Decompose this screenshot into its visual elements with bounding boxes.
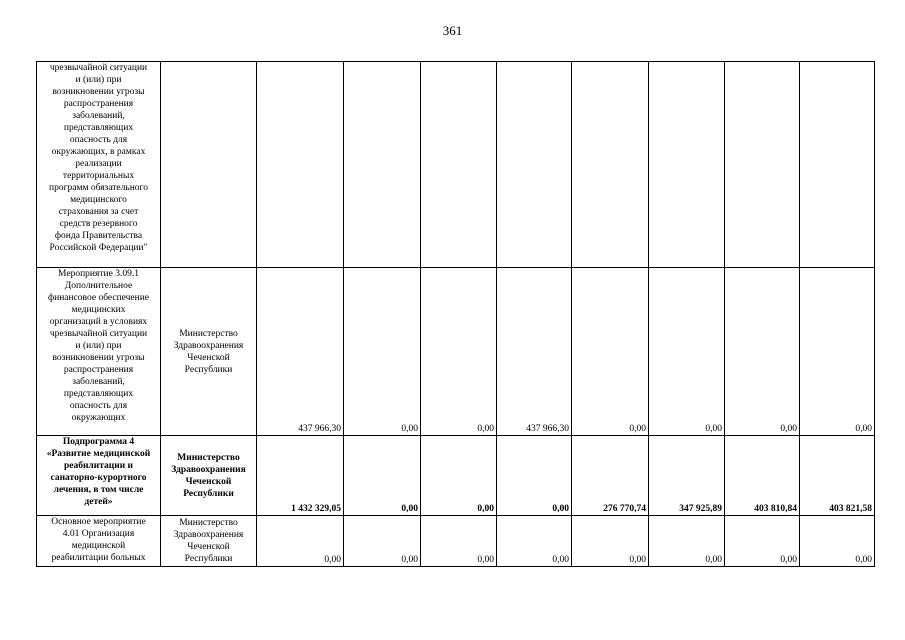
program-name-line: Мероприятие 3.09.1 xyxy=(58,269,139,279)
amount-cell: 403 810,84 xyxy=(725,436,800,516)
program-name-line: медицинских xyxy=(71,305,126,315)
executor-line: Чеченской xyxy=(187,542,230,552)
amount-cell: 0,00 xyxy=(649,268,725,436)
amount-cell: 0,00 xyxy=(572,268,649,436)
program-name-line: представляющих xyxy=(63,123,134,133)
amount-cell: 0,00 xyxy=(572,516,649,567)
amount-cell: 0,00 xyxy=(344,436,421,516)
amount-cell xyxy=(497,62,572,268)
executor-line: Министерство xyxy=(179,518,238,528)
amount-cell: 0,00 xyxy=(257,516,344,567)
program-name-line: распространения xyxy=(63,99,134,109)
amount-cell: 0,00 xyxy=(800,268,875,436)
executor-line: Министерство xyxy=(179,328,238,339)
executor-line: Здравоохранения xyxy=(173,340,244,351)
page-number: 361 xyxy=(442,23,463,38)
program-name-line: реабилитации больных xyxy=(51,553,146,563)
executor-line: Чеченской xyxy=(187,352,230,363)
executor-cell xyxy=(161,516,257,567)
amount-cell: 0,00 xyxy=(421,436,497,516)
program-name-line: представляющих xyxy=(63,389,134,399)
program-name-line: распространения xyxy=(63,365,134,375)
program-name-line: лечения, в том числе xyxy=(53,485,144,495)
executor-line: Республики xyxy=(183,488,234,499)
program-name-line: фонда Правительства xyxy=(54,231,143,241)
program-name-line: финансовое обеспечение xyxy=(47,293,150,303)
program-name-line: окружающих, в рамках xyxy=(51,147,146,157)
amount-cell: 276 770,74 xyxy=(572,436,649,516)
program-name-line: 4.01 Организация xyxy=(62,529,135,539)
program-name-line: медицинской xyxy=(71,541,126,551)
program-name-line: территориальных xyxy=(62,171,135,181)
amount-cell xyxy=(649,62,725,268)
table-row xyxy=(37,516,875,567)
program-name-line: Российской Федерации" xyxy=(49,243,148,253)
program-name-line: заболеваний, xyxy=(72,377,125,387)
amount-cell: 347 925,89 xyxy=(649,436,725,516)
amount-cell: 0,00 xyxy=(725,268,800,436)
program-name-cell xyxy=(37,436,161,516)
program-name-line: «Развитие медицинской xyxy=(46,449,151,459)
amount-cell xyxy=(344,62,421,268)
amount-cell: 0,00 xyxy=(649,516,725,567)
program-name-line: организаций в условиях xyxy=(49,317,148,327)
executor-line: Здравоохранения xyxy=(171,464,246,475)
program-name-line: детей» xyxy=(84,497,113,507)
program-name-line: реализации xyxy=(75,159,122,169)
amount-cell: 1 432 329,05 xyxy=(257,436,344,516)
amount-cell: 0,00 xyxy=(421,516,497,567)
amount-cell xyxy=(572,62,649,268)
program-name-line: программ обязательного xyxy=(49,183,148,193)
program-name-line: страхования за счет xyxy=(58,207,139,217)
program-name-cell xyxy=(37,516,161,567)
amount-cell xyxy=(800,62,875,268)
amount-cell: 437 966,30 xyxy=(257,268,344,436)
program-name-line: реабилитации и xyxy=(63,461,134,471)
amount-cell xyxy=(421,62,497,268)
program-name-line: опасность для xyxy=(69,135,128,145)
executor-line: Республики xyxy=(184,554,233,564)
executor-line: Республики xyxy=(184,364,233,375)
program-name-line: санаторно-курортного xyxy=(50,473,147,483)
program-name-line: Дополнительное xyxy=(64,281,133,291)
amount-cell: 0,00 xyxy=(344,268,421,436)
program-name-line: Подпрограмма 4 xyxy=(62,437,135,447)
amount-cell: 0,00 xyxy=(421,268,497,436)
table-row xyxy=(37,436,875,516)
amount-cell: 0,00 xyxy=(725,516,800,567)
table-row xyxy=(37,62,875,268)
program-name-cell xyxy=(37,268,161,436)
program-name-line: возникновении угрозы xyxy=(52,353,145,363)
executor-line: Здравоохранения xyxy=(173,530,244,540)
program-name-line: и (или) при xyxy=(75,75,122,85)
amount-cell: 0,00 xyxy=(344,516,421,567)
program-name-line: медицинского xyxy=(70,195,127,205)
program-name-line: средств резервного xyxy=(59,219,138,229)
program-name-line: чрезвычайной ситуации xyxy=(49,329,148,339)
executor-cell xyxy=(161,62,257,268)
amount-cell: 0,00 xyxy=(497,436,572,516)
program-name-line: чрезвычайной ситуации xyxy=(49,63,148,73)
table-row xyxy=(37,268,875,436)
executor-cell xyxy=(161,436,257,516)
executor-cell xyxy=(161,268,257,436)
amount-cell: 437 966,30 xyxy=(497,268,572,436)
executor-line: Министерство xyxy=(177,452,240,463)
program-name-line: Основное мероприятие xyxy=(51,517,146,527)
amount-cell xyxy=(257,62,344,268)
program-name-line: опасность для xyxy=(69,401,128,411)
amount-cell: 403 821,58 xyxy=(800,436,875,516)
amount-cell: 0,00 xyxy=(497,516,572,567)
amount-cell: 0,00 xyxy=(800,516,875,567)
amount-cell xyxy=(725,62,800,268)
program-name-line: и (или) при xyxy=(75,341,122,351)
program-name-line: заболеваний, xyxy=(72,111,125,121)
program-name-line: окружающих xyxy=(71,413,126,423)
program-name-cell xyxy=(37,62,161,268)
program-name-line: возникновении угрозы xyxy=(52,87,145,97)
executor-line: Чеченской xyxy=(185,476,232,487)
budget-table xyxy=(36,61,875,567)
